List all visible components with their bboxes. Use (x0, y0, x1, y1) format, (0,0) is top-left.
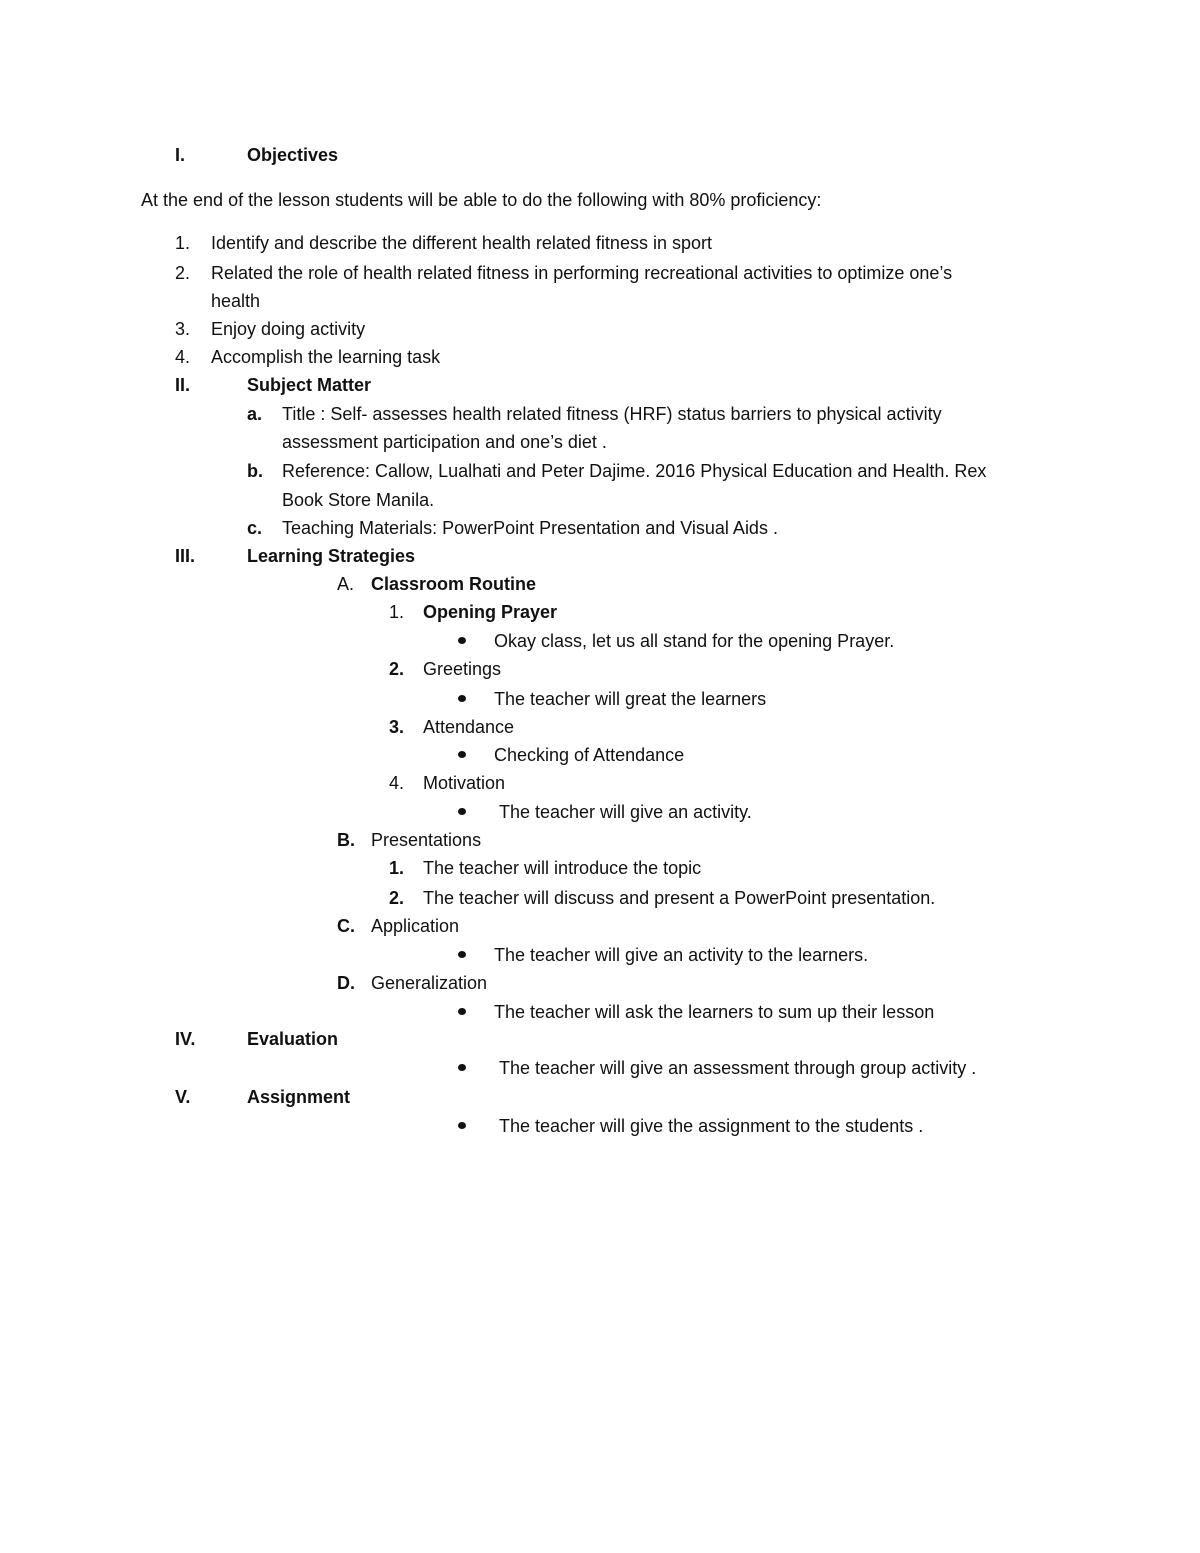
step-label: Greetings (423, 659, 502, 679)
section-heading: Objectives (247, 145, 339, 165)
sub-heading: Generalization (371, 973, 488, 993)
bullet-text: Checking of Attendance (494, 745, 685, 765)
sub-letter: B. (337, 830, 355, 850)
sub-heading: Classroom Routine (371, 574, 537, 594)
list-item-letter: c. (247, 518, 263, 538)
list-item-number: 2. (175, 263, 191, 283)
list-item: Enjoy doing activity (211, 319, 366, 339)
bullet-text: The teacher will give the assignment to the students . (499, 1116, 924, 1136)
bullet-icon (458, 1064, 466, 1071)
list-item: Related the role of health related fitness in performing recreational activities to optimize one’s (211, 263, 953, 283)
bullet-text: The teacher will give an activity to the learners. (494, 945, 869, 965)
step-number: 1. (389, 858, 405, 878)
list-item: Title : Self- assesses health related fitness (HRF) status barriers to physical activity (282, 404, 942, 424)
section-heading: Subject Matter (247, 375, 372, 395)
step-number: 2. (389, 888, 405, 908)
list-item-letter: b. (247, 461, 263, 481)
bullet-text: Okay class, let us all stand for the opening Prayer. (494, 631, 895, 651)
step-label: The teacher will introduce the topic (423, 858, 702, 878)
list-item-continuation: assessment participation and one’s diet . (282, 432, 607, 452)
list-item: Teaching Materials: PowerPoint Presentation and Visual Aids . (282, 518, 778, 538)
section-heading: Assignment (247, 1087, 351, 1107)
section-heading: Learning Strategies (247, 546, 416, 566)
list-item-number: 3. (175, 319, 191, 339)
step-number: 4. (389, 773, 405, 793)
step-number: 2. (389, 659, 405, 679)
bullet-text: The teacher will great the learners (494, 689, 767, 709)
section-numeral: III. (175, 546, 196, 566)
step-label: Motivation (423, 773, 506, 793)
list-item-continuation: health (211, 291, 261, 311)
sub-heading: Presentations (371, 830, 482, 850)
section-numeral: IV. (175, 1029, 196, 1049)
section-numeral: II. (175, 375, 191, 395)
bullet-text: The teacher will ask the learners to sum up their lesson (494, 1002, 935, 1022)
list-item-continuation: Book Store Manila. (282, 490, 435, 510)
step-number: 1. (389, 602, 405, 622)
list-item: Identify and describe the different health related fitness in sport (211, 233, 712, 253)
bullet-icon (458, 751, 466, 758)
bullet-icon (458, 1008, 466, 1015)
step-label: Attendance (423, 717, 515, 737)
list-item-letter: a. (247, 404, 263, 424)
bullet-icon (458, 808, 466, 815)
bullet-text: The teacher will give an assessment through group activity . (499, 1058, 977, 1078)
sub-heading: Application (371, 916, 460, 936)
list-item-number: 1. (175, 233, 191, 253)
sub-letter: C. (337, 916, 355, 936)
bullet-icon (458, 637, 466, 644)
bullet-icon (458, 695, 466, 702)
section-numeral: V. (175, 1087, 191, 1107)
sub-letter: D. (337, 973, 355, 993)
list-item: Reference: Callow, Lualhati and Peter Dajime. 2016 Physical Education and Health. Rex (282, 461, 987, 481)
bullet-text: The teacher will give an activity. (499, 802, 752, 822)
list-item: Accomplish the learning task (211, 347, 441, 367)
list-item-number: 4. (175, 347, 191, 367)
section-numeral: I. (175, 145, 186, 165)
section-heading: Evaluation (247, 1029, 339, 1049)
bullet-icon (458, 951, 466, 958)
sub-letter: A. (337, 574, 355, 594)
step-label: Opening Prayer (423, 602, 558, 622)
bullet-icon (458, 1122, 466, 1129)
objectives-intro: At the end of the lesson students will be able to do the following with 80% proficiency: (141, 190, 822, 210)
step-number: 3. (389, 717, 405, 737)
step-label: The teacher will discuss and present a PowerPoint presentation. (423, 888, 936, 908)
